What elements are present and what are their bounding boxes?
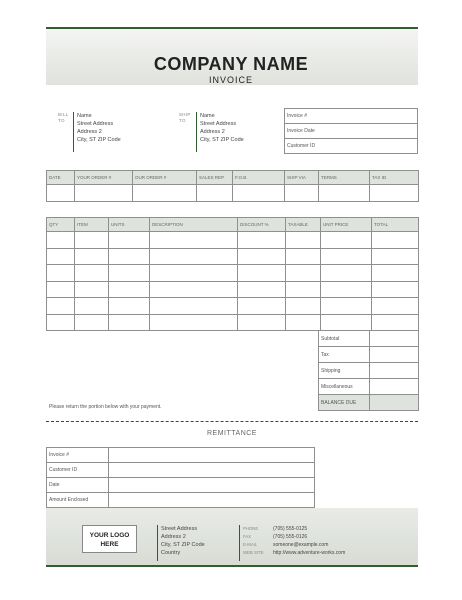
remit-invoice-value[interactable] (109, 448, 315, 463)
summary-table (318, 330, 419, 411)
remittance-title: REMITTANCE (207, 430, 257, 437)
item-cell[interactable] (109, 265, 150, 282)
item-cell[interactable] (238, 248, 286, 265)
order-header-sales-rep: SALES REP. (197, 171, 233, 185)
misc-label: Miscellaneous (319, 379, 370, 395)
item-cell[interactable] (372, 281, 419, 298)
customer-id-field[interactable]: Customer ID (285, 139, 418, 154)
remit-invoice-label: Invoice # (47, 448, 109, 463)
payment-note: Please return the portion below with your payment. (49, 404, 162, 410)
item-cell[interactable] (47, 248, 75, 265)
item-cell[interactable] (150, 298, 238, 315)
footer-contacts: PHONE (705) 555-0125 FAX (705) 555-0126 E-MAIL someone@example.com WEB SITE http://www.adventure-works.com (243, 526, 346, 556)
item-row (47, 298, 419, 315)
item-cell[interactable] (75, 265, 109, 282)
item-cell[interactable] (321, 298, 372, 315)
remit-customer-id-value[interactable] (109, 463, 315, 478)
order-header-your-order: YOUR ORDER # (75, 171, 133, 185)
item-cell[interactable] (75, 232, 109, 249)
item-row (47, 232, 419, 249)
items-header-description: DESCRIPTION (150, 218, 238, 232)
item-cell[interactable] (47, 281, 75, 298)
item-cell[interactable] (150, 248, 238, 265)
order-header-fob: F.O.B. (233, 171, 285, 185)
order-cell[interactable] (285, 185, 319, 202)
misc-value[interactable] (370, 379, 419, 395)
order-header-tax-id: TAX ID (370, 171, 419, 185)
item-row (47, 281, 419, 298)
item-cell[interactable] (321, 232, 372, 249)
items-header-item: ITEM (75, 218, 109, 232)
items-header-taxable: TAXABLE (286, 218, 321, 232)
item-cell[interactable] (75, 248, 109, 265)
item-cell[interactable] (238, 281, 286, 298)
ship-to-label: SHIP TO (179, 112, 191, 123)
remit-date-value[interactable] (109, 478, 315, 493)
item-cell[interactable] (150, 232, 238, 249)
order-header-our-order: OUR ORDER # (133, 171, 197, 185)
item-cell[interactable] (286, 248, 321, 265)
footer-divider (157, 525, 158, 561)
item-cell[interactable] (286, 281, 321, 298)
item-cell[interactable] (109, 248, 150, 265)
document-title: INVOICE (208, 75, 253, 85)
email-link[interactable]: someone@example.com (273, 542, 329, 548)
order-cell[interactable] (319, 185, 370, 202)
item-row (47, 314, 419, 331)
subtotal-value[interactable] (370, 331, 419, 347)
order-cell[interactable] (75, 185, 133, 202)
item-cell[interactable] (321, 248, 372, 265)
item-cell[interactable] (109, 232, 150, 249)
items-header-units: UNITS (109, 218, 150, 232)
phone-value: (705) 555-0125 (273, 526, 308, 532)
item-cell[interactable] (47, 314, 75, 331)
logo-placeholder: YOUR LOGO HERE (82, 525, 137, 553)
order-cell[interactable] (370, 185, 419, 202)
item-cell[interactable] (286, 298, 321, 315)
item-cell[interactable] (238, 298, 286, 315)
item-cell[interactable] (150, 265, 238, 282)
item-cell[interactable] (47, 232, 75, 249)
company-name: COMPANY NAME (153, 54, 309, 74)
cut-line (46, 421, 418, 422)
footer-address: Street Address Address 2 City, ST ZIP Code Country (161, 526, 205, 556)
website-link[interactable]: http://www.adventure-works.com (273, 550, 346, 556)
item-row (47, 248, 419, 265)
invoice-info-box (284, 108, 418, 154)
item-cell[interactable] (238, 314, 286, 331)
item-cell[interactable] (47, 265, 75, 282)
item-cell[interactable] (321, 281, 372, 298)
item-cell[interactable] (286, 232, 321, 249)
subtotal-label: Subtotal (319, 331, 370, 347)
order-cell[interactable] (233, 185, 285, 202)
order-cell[interactable] (197, 185, 233, 202)
bill-to-label: BILL TO (58, 112, 69, 123)
bill-to-address: Name Street Address Address 2 City, ST ZIP Code (73, 112, 121, 152)
item-cell[interactable] (109, 281, 150, 298)
item-cell[interactable] (372, 314, 419, 331)
order-header-terms: TERMS (319, 171, 370, 185)
order-cell[interactable] (133, 185, 197, 202)
items-header-qty: QTY (47, 218, 75, 232)
invoice-number-field[interactable]: Invoice # (285, 109, 418, 124)
order-row (47, 185, 419, 202)
item-cell[interactable] (372, 248, 419, 265)
fax-value: (705) 555-0126 (273, 534, 308, 540)
shipping-value[interactable] (370, 363, 419, 379)
remit-amount-label: Amount Enclosed (47, 493, 109, 508)
items-header-discount: DISCOUNT % (238, 218, 286, 232)
footer-divider (239, 525, 240, 561)
order-table (46, 170, 419, 202)
item-cell[interactable] (286, 314, 321, 331)
item-cell[interactable] (75, 314, 109, 331)
item-cell[interactable] (321, 314, 372, 331)
item-row (47, 265, 419, 282)
order-cell[interactable] (47, 185, 75, 202)
item-cell[interactable] (150, 314, 238, 331)
item-cell[interactable] (321, 265, 372, 282)
balance-due-label: BALANCE DUE (319, 395, 370, 411)
item-cell[interactable] (47, 298, 75, 315)
items-header-total: TOTAL (372, 218, 419, 232)
tax-label: Tax (319, 347, 370, 363)
ship-to-address: Name Street Address Address 2 City, ST ZIP Code (196, 112, 244, 152)
items-table (46, 217, 419, 331)
item-cell[interactable] (372, 232, 419, 249)
item-cell[interactable] (372, 265, 419, 282)
item-cell[interactable] (286, 265, 321, 282)
order-header-date: DATE (47, 171, 75, 185)
remittance-table (46, 447, 315, 508)
items-header-unit-price: UNIT PRICE (321, 218, 372, 232)
shipping-label: Shipping (319, 363, 370, 379)
item-cell[interactable] (150, 281, 238, 298)
item-cell[interactable] (75, 298, 109, 315)
order-header-ship-via: SHIP VIA (285, 171, 319, 185)
invoice-date-field[interactable]: Invoice Date (285, 124, 418, 139)
item-cell[interactable] (372, 298, 419, 315)
remit-amount-value[interactable] (109, 493, 315, 508)
item-cell[interactable] (109, 314, 150, 331)
item-cell[interactable] (109, 298, 150, 315)
remit-date-label: Date (47, 478, 109, 493)
remit-customer-id-label: Customer ID (47, 463, 109, 478)
item-cell[interactable] (238, 265, 286, 282)
item-cell[interactable] (75, 281, 109, 298)
item-cell[interactable] (238, 232, 286, 249)
tax-value[interactable] (370, 347, 419, 363)
balance-due-value[interactable] (370, 395, 419, 411)
